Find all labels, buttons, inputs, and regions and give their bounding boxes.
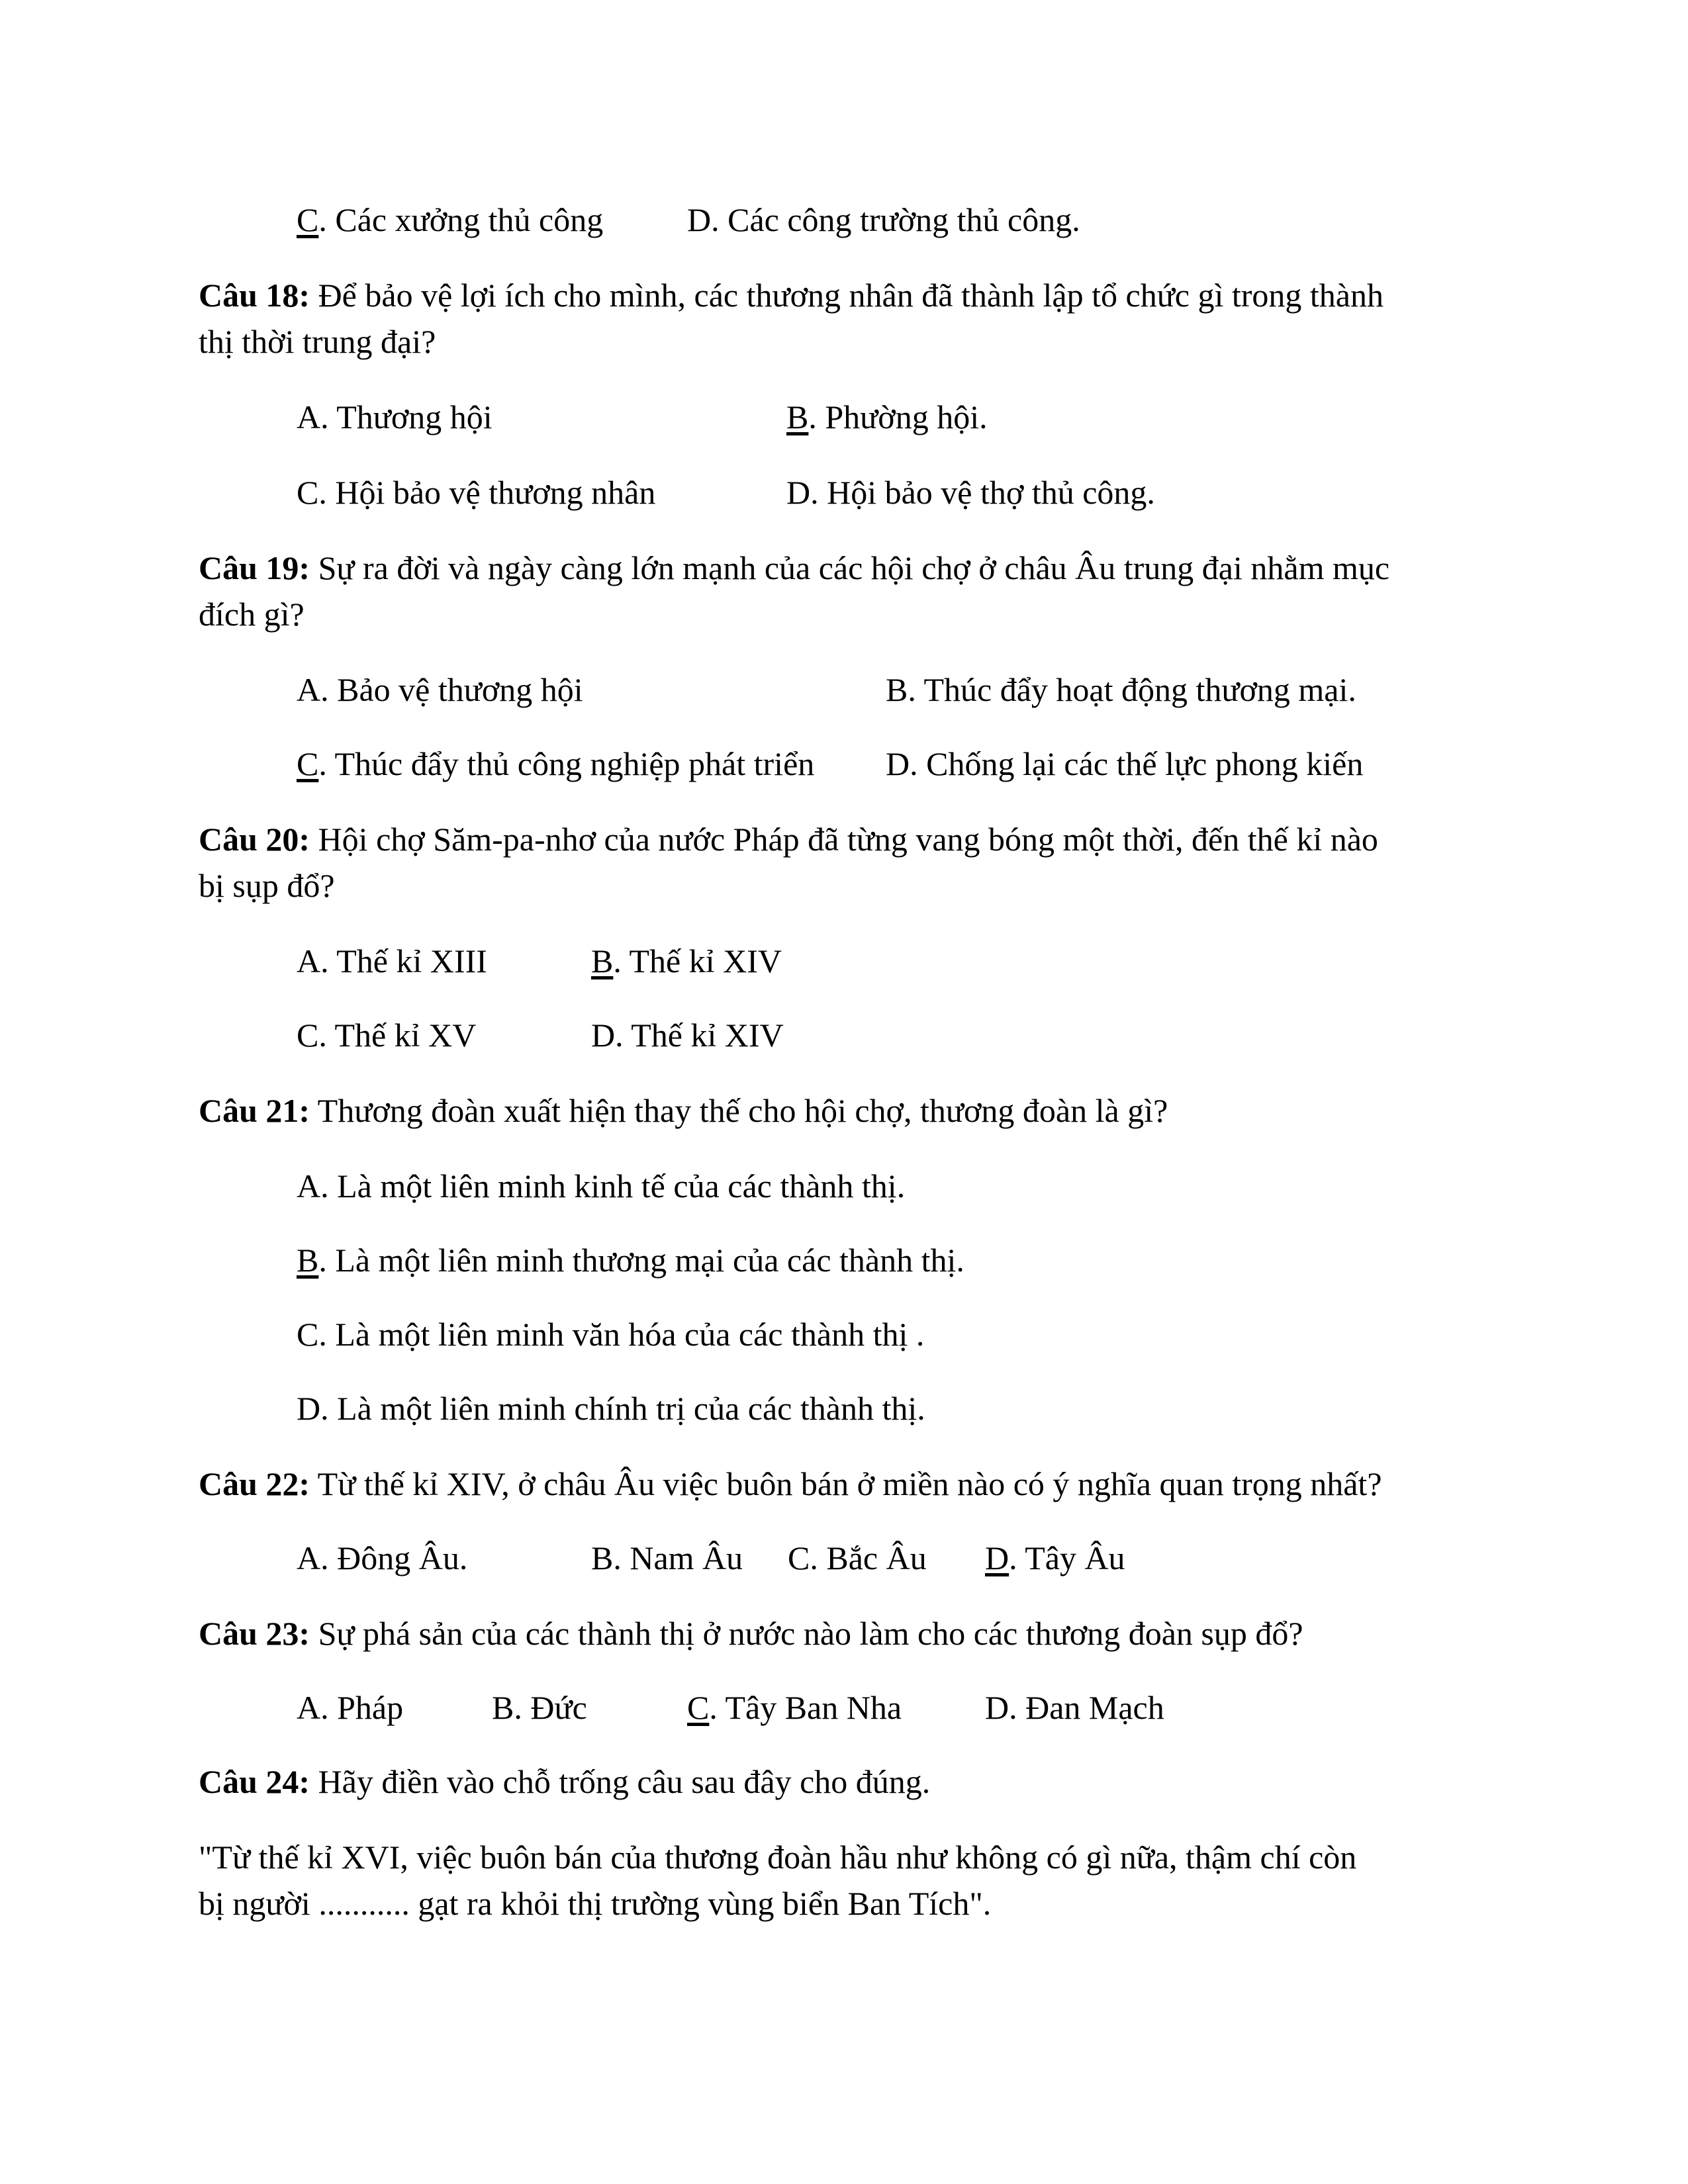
option-text: . Đức (514, 1689, 587, 1726)
question-text: bị sụp đổ? (199, 867, 335, 904)
option-text: . Các xưởng thủ công (318, 201, 604, 238)
option-letter: A (297, 942, 321, 979)
q22-option-a (297, 1534, 467, 1582)
option-text: . Hội bảo vệ thợ thủ công. (810, 474, 1155, 511)
question-text: Từ thế kỉ XIV, ở châu Âu việc buôn bán ở miền nào có ý nghĩa quan trọng nhất? (310, 1465, 1382, 1502)
option-letter: D (985, 1689, 1009, 1726)
option-text: . Là một liên minh văn hóa của các thành thị . (318, 1316, 925, 1353)
q19-option-d (886, 740, 1363, 788)
q19-question-line-1 (199, 544, 1389, 592)
question-label: Câu 20: (199, 821, 310, 858)
option-text: . Tây Âu (1009, 1539, 1125, 1576)
option-text: . Thúc đẩy thủ công nghiệp phát triển (318, 745, 815, 782)
option-letter: D (591, 1017, 616, 1054)
q21-option-a (297, 1162, 905, 1210)
question-label: Câu 24: (199, 1763, 310, 1800)
option-letter: A (297, 1689, 321, 1726)
q22-option-b (591, 1534, 743, 1582)
q19-option-b (886, 666, 1356, 713)
question-label: Câu 18: (199, 277, 310, 314)
option-text: . Tây Ban Nha (709, 1689, 902, 1726)
option-letter: D (886, 745, 910, 782)
option-text: . Chống lại các thế lực phong kiến (910, 745, 1364, 782)
option-letter: B (297, 1242, 319, 1279)
q23-option-a (297, 1684, 403, 1731)
q23-question-line-1 (199, 1610, 1303, 1657)
option-text: . Phường hội. (808, 398, 988, 435)
option-letter: C (687, 1689, 710, 1726)
quote-text: "Từ thế kỉ XVI, việc buôn bán của thương đoàn hầu như không có gì nữa, thậm chí còn (199, 1839, 1357, 1876)
q20-option-c (297, 1011, 476, 1059)
question-text: Hãy điền vào chỗ trống câu sau đây cho đúng. (310, 1763, 931, 1800)
option-letter: B (591, 942, 614, 979)
option-text: . Pháp (320, 1689, 404, 1726)
option-letter: C (297, 1017, 319, 1054)
option-text: . Các công trường thủ công. (711, 201, 1080, 238)
q17-option-c (297, 196, 603, 244)
option-text: . Thế kỉ XIV (613, 942, 782, 979)
option-letter: A (297, 398, 321, 435)
option-letter: A (297, 1167, 321, 1205)
question-text: thị thời trung đại? (199, 323, 436, 360)
q22-question-line-1 (199, 1460, 1382, 1508)
quote-text: bị người ........... gạt ra khỏi thị trường vùng biển Ban Tích". (199, 1885, 992, 1922)
option-letter: D (786, 474, 811, 511)
option-letter: C (297, 745, 319, 782)
option-text: . Bảo vệ thương hội (320, 671, 583, 708)
option-letter: B (492, 1689, 514, 1726)
q18-question-line-2 (199, 318, 436, 365)
option-letter: A (297, 1539, 321, 1576)
q22-option-c (788, 1534, 927, 1582)
option-text: . Thế kỉ XIII (320, 942, 487, 979)
q20-option-a (297, 937, 487, 985)
question-text: Sự phá sản của các thành thị ở nước nào làm cho các thương đoàn sụp đổ? (310, 1615, 1303, 1652)
option-letter: D (297, 1390, 321, 1427)
q18-option-d (786, 469, 1155, 516)
question-text: đích gì? (199, 596, 305, 633)
option-letter: D (985, 1539, 1009, 1576)
q23-option-b (492, 1684, 587, 1731)
option-text: . Là một liên minh thương mại của các thành thị. (318, 1242, 964, 1279)
q18-option-b (786, 393, 988, 441)
option-letter: B (591, 1539, 614, 1576)
option-letter: C (297, 201, 319, 238)
q19-option-c (297, 740, 814, 788)
q19-question-line-2 (199, 590, 305, 638)
question-label: Câu 22: (199, 1465, 310, 1502)
option-letter: C (788, 1539, 810, 1576)
q24-quote-line-1 (199, 1833, 1356, 1881)
q21-option-c (297, 1310, 924, 1358)
question-label: Câu 21: (199, 1092, 310, 1129)
option-text: . Bắc Âu (810, 1539, 927, 1576)
q23-option-d (985, 1684, 1164, 1731)
option-text: . Đông Âu. (320, 1539, 468, 1576)
q20-option-b (591, 937, 782, 985)
option-text: . Là một liên minh chính trị của các thành thị. (320, 1390, 925, 1427)
option-letter: B (886, 671, 908, 708)
option-text: . Là một liên minh kinh tế của các thành thị. (320, 1167, 906, 1205)
q21-question-line-1 (199, 1087, 1168, 1134)
option-letter: A (297, 671, 321, 708)
q19-option-a (297, 666, 583, 713)
option-text: . Đan Mạch (1009, 1689, 1164, 1726)
q20-question-line-1 (199, 815, 1378, 863)
question-text: Hội chợ Săm-pa-nhơ của nước Pháp đã từng vang bóng một thời, đến thế kỉ nào (310, 821, 1378, 858)
option-text: . Thương hội (320, 398, 492, 435)
q22-option-d (985, 1534, 1125, 1582)
q21-option-d (297, 1385, 925, 1432)
option-letter: B (786, 398, 809, 435)
option-text: . Nam Âu (613, 1539, 743, 1576)
q21-option-b (297, 1236, 964, 1284)
option-text: . Thế kỉ XIV (615, 1017, 784, 1054)
q24-quote-line-2 (199, 1880, 991, 1927)
option-text: . Thế kỉ XV (318, 1017, 477, 1054)
question-text: Sự ra đời và ngày càng lớn mạnh của các hội chợ ở châu Âu trung đại nhằm mục (310, 549, 1390, 586)
option-letter: D (687, 201, 712, 238)
option-letter: C (297, 474, 319, 511)
option-text: . Thúc đẩy hoạt động thương mại. (908, 671, 1356, 708)
question-label: Câu 19: (199, 549, 310, 586)
option-letter: C (297, 1316, 319, 1353)
question-text: Thương đoàn xuất hiện thay thế cho hội chợ, thương đoàn là gì? (310, 1092, 1168, 1129)
q18-option-a (297, 393, 492, 441)
question-label: Câu 23: (199, 1615, 310, 1652)
question-text: Để bảo vệ lợi ích cho mình, các thương nhân đã thành lập tổ chức gì trong thành (310, 277, 1384, 314)
q23-option-c (687, 1684, 902, 1731)
q20-question-line-2 (199, 862, 335, 909)
q18-question-line-1 (199, 271, 1383, 319)
option-text: . Hội bảo vệ thương nhân (318, 474, 656, 511)
q18-option-c (297, 469, 655, 516)
q20-option-d (591, 1011, 784, 1059)
q24-question-line-1 (199, 1758, 930, 1805)
q17-option-d (687, 196, 1080, 244)
